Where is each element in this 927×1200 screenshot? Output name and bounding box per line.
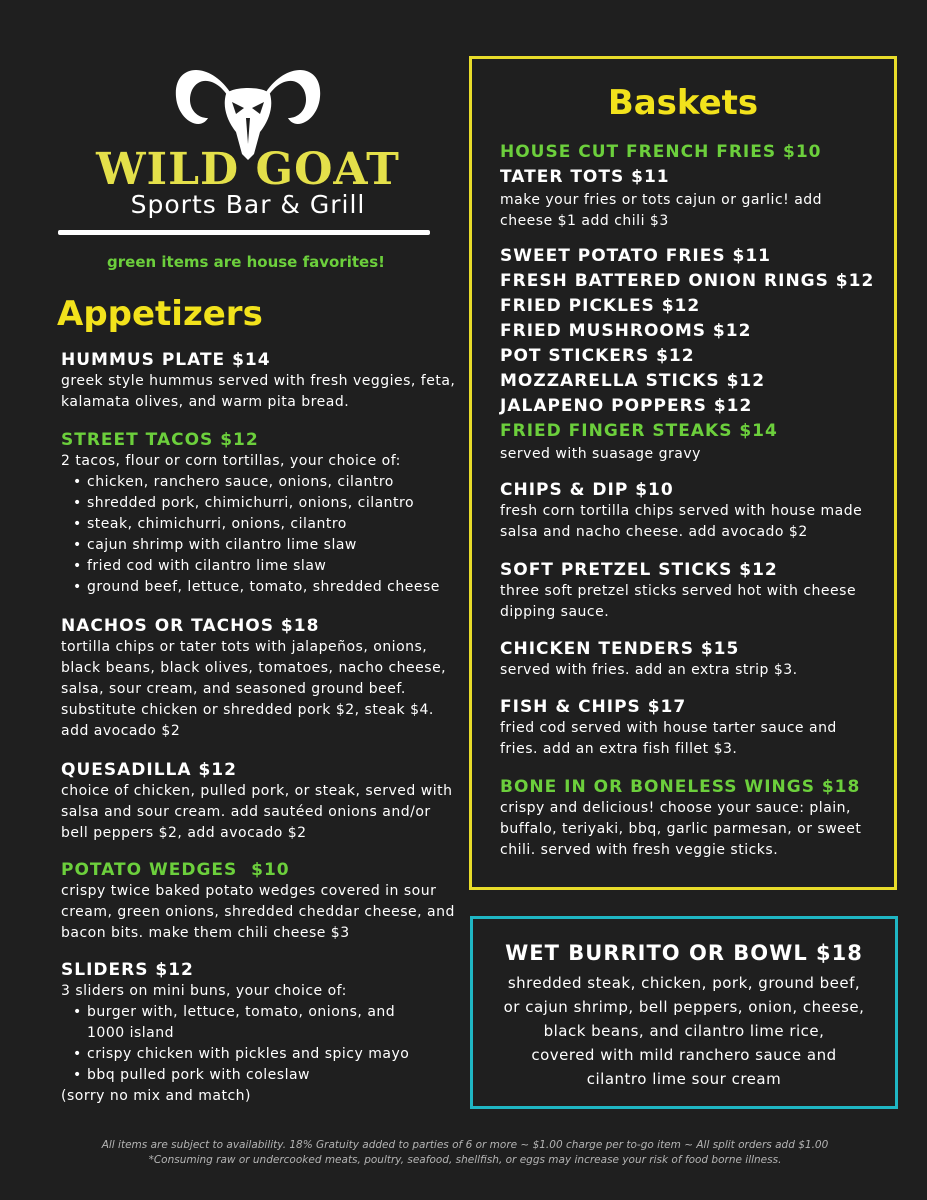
menu-item-chips-dip xyxy=(500,479,870,543)
item-desc: crispy twice baked potato wedges covered in sour cream, green onions, shredded cheddar cheese, and bacon bits. make them chili cheese $3 xyxy=(61,883,455,941)
list-item: • shredded pork, chimichurri, onions, cilantro xyxy=(87,493,456,514)
list-item: • burger with, lettuce, tomato, onions, and 1000 island xyxy=(87,1002,417,1044)
menu-item-nachos xyxy=(61,615,456,742)
burrito-panel xyxy=(470,916,898,1109)
item-title: QUESADILLA $12 xyxy=(61,760,237,780)
desc-line: black beans, and cilantro lime rice, xyxy=(543,1022,825,1040)
basket-group-fries xyxy=(500,140,870,232)
item-title: FRIED PICKLES $12 xyxy=(500,296,701,316)
appetizers-heading: Appetizers xyxy=(57,294,263,334)
item-title: POTATO WEDGES $10 xyxy=(61,860,290,880)
options-list xyxy=(61,472,456,598)
item-desc: make your fries or tots cajun or garlic! add cheese $1 add chili $3 xyxy=(500,192,823,229)
desc-line: covered with mild ranchero sauce and xyxy=(531,1046,837,1064)
menu-item-wings xyxy=(500,776,870,861)
desc-line: cilantro lime sour cream xyxy=(586,1070,782,1088)
item-title: CHIPS & DIP $10 xyxy=(500,480,674,500)
item-title: SOFT PRETZEL STICKS $12 xyxy=(500,560,778,580)
item-desc: fried cod served with house tarter sauce and fries. add an extra fish fillet $3. xyxy=(500,720,837,757)
burrito-title: WET BURRITO OR BOWL $18 xyxy=(505,941,863,965)
options-list xyxy=(61,1002,417,1086)
menu-item-fish-chips xyxy=(500,696,870,760)
item-title: POT STICKERS $12 xyxy=(500,346,695,366)
favorites-note: green items are house favorites! xyxy=(107,253,385,271)
baskets-heading: Baskets xyxy=(607,83,759,123)
list-item: • fried cod with cilantro lime slaw xyxy=(87,556,456,577)
list-item: • bbq pulled pork with coleslaw xyxy=(87,1065,417,1086)
item-title: FRIED FINGER STEAKS $14 xyxy=(500,421,778,441)
item-desc: choice of chicken, pulled pork, or steak, served with salsa and sour cream. add sautéed onions and/or bell peppers $2, add avocado $2 xyxy=(61,783,453,841)
list-item: • chicken, ranchero sauce, onions, cilantro xyxy=(87,472,456,493)
item-desc: greek style hummus served with fresh veggies, feta, kalamata olives, and warm pita bread. xyxy=(61,373,456,410)
item-desc: tortilla chips or tater tots with jalapeños, onions, black beans, black olives, tomatoes, nacho cheese, salsa, sour cream, and seasoned ground beef. substitute chicken or shredded pork $2, steak $4. add avocado $2 xyxy=(61,639,447,739)
item-title: FISH & CHIPS $17 xyxy=(500,697,687,717)
logo-divider xyxy=(58,230,430,235)
item-desc: fresh corn tortilla chips served with house made salsa and nacho cheese. add avocado $2 xyxy=(500,503,863,540)
burrito-desc xyxy=(473,971,895,1091)
item-title: SLIDERS $12 xyxy=(61,960,194,980)
item-desc: served with fries. add an extra strip $3. xyxy=(500,662,798,678)
item-desc: served with suasage gravy xyxy=(500,446,701,462)
item-title: NACHOS OR TACHOS $18 xyxy=(61,616,320,636)
menu-item-hummus xyxy=(61,349,456,413)
list-item: • ground beef, lettuce, tomato, shredded cheese xyxy=(87,577,456,598)
menu-item-pretzel xyxy=(500,559,870,623)
item-title: BONE IN OR BONELESS WINGS $18 xyxy=(500,777,861,797)
footer-disclaimer: All items are subject to availability. 18% Gratuity added to parties of 6 or more ~ $1.00 charge per to-go item ~ All split orders add $1.00 *Consuming raw or undercooked meats, poultry, seafood, shellfish, or eggs may increase your risk of food borne illness. xyxy=(101,1139,829,1166)
item-title: FRIED MUSHROOMS $12 xyxy=(500,321,752,341)
item-desc: 3 sliders on mini buns, your choice of: xyxy=(61,983,347,999)
item-desc: 2 tacos, flour or corn tortillas, your choice of: xyxy=(61,453,401,469)
menu-item-street-tacos xyxy=(61,429,456,598)
menu-item-tenders xyxy=(500,638,870,681)
desc-line: shredded steak, chicken, pork, ground beef, xyxy=(507,974,861,992)
list-item: • steak, chimichurri, onions, cilantro xyxy=(87,514,456,535)
item-title: JALAPENO POPPERS $12 xyxy=(500,396,753,416)
item-note: (sorry no mix and match) xyxy=(61,1088,252,1104)
menu-item-quesadilla xyxy=(61,759,456,844)
brand-title: WILD GOAT xyxy=(96,144,400,195)
menu-item-sliders xyxy=(61,959,456,1107)
item-title: MOZZARELLA STICKS $12 xyxy=(500,371,766,391)
list-item: • crispy chicken with pickles and spicy mayo xyxy=(87,1044,417,1065)
item-title: HOUSE CUT FRENCH FRIES $10 xyxy=(500,142,822,162)
basket-group-fried xyxy=(500,244,875,465)
item-title: FRESH BATTERED ONION RINGS $12 xyxy=(500,271,875,291)
brand-logo xyxy=(60,52,440,242)
item-title: SWEET POTATO FRIES $11 xyxy=(500,246,772,266)
item-title: HUMMUS PLATE $14 xyxy=(61,350,271,370)
menu-item-potato-wedges xyxy=(61,859,456,944)
item-desc: crispy and delicious! choose your sauce: plain, buffalo, teriyaki, bbq, garlic parmesan, or sweet chili. served with fresh veggie sticks. xyxy=(500,800,862,858)
brand-subtitle: Sports Bar & Grill xyxy=(130,190,366,219)
item-title: STREET TACOS $12 xyxy=(61,430,259,450)
desc-line: or cajun shrimp, bell peppers, onion, cheese, xyxy=(503,998,865,1016)
item-title: TATER TOTS $11 xyxy=(500,167,670,187)
item-title: CHICKEN TENDERS $15 xyxy=(500,639,740,659)
item-desc: three soft pretzel sticks served hot with cheese dipping sauce. xyxy=(500,583,857,620)
list-item: • cajun shrimp with cilantro lime slaw xyxy=(87,535,456,556)
